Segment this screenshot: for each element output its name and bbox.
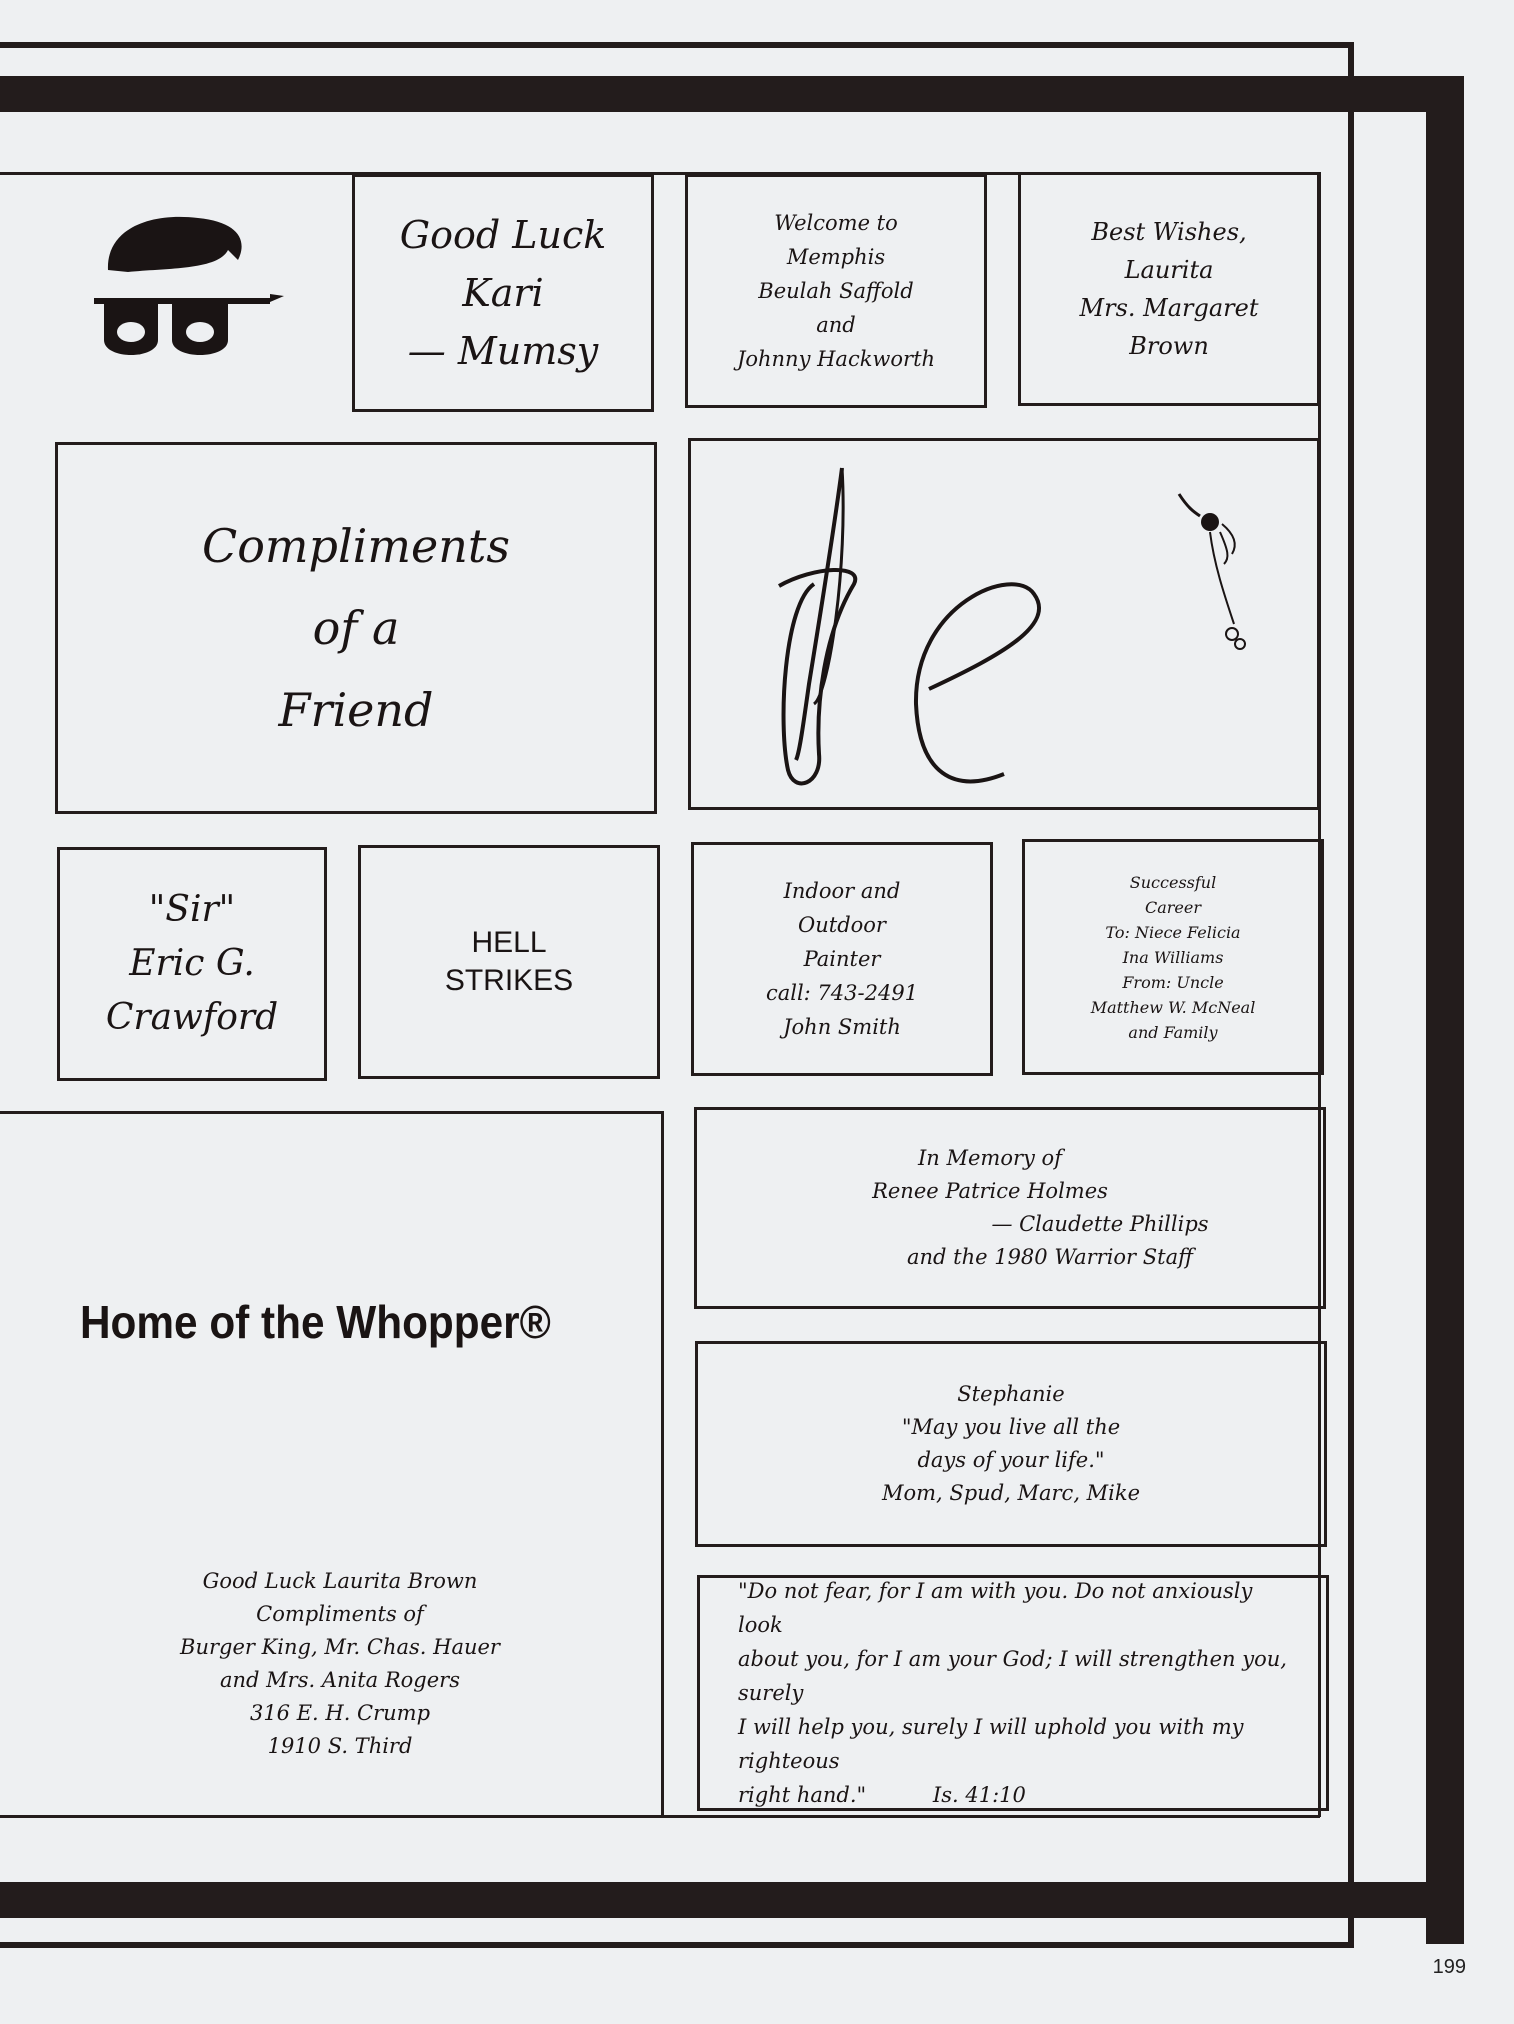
ad-line: and: [816, 313, 856, 337]
quote-line: right hand." Is. 41:10: [738, 1783, 1026, 1807]
ad-sir-eric-crawford: [57, 847, 327, 1081]
ad-line: John Smith: [783, 1015, 901, 1039]
ad-successful-career: [1022, 839, 1324, 1075]
ad-line: From: Uncle: [1122, 972, 1224, 992]
ad-line: and the 1980 Warrior Staff: [906, 1245, 1193, 1269]
ad-hell-strikes: [358, 845, 660, 1079]
ad-line: Best Wishes,: [1091, 218, 1247, 246]
ad-line: Eric G.: [129, 943, 255, 984]
ad-line: STRIKES: [444, 964, 574, 997]
ad-line: Painter: [803, 947, 881, 971]
ad-line: of a: [312, 601, 400, 655]
ad-line: Kari: [462, 271, 544, 315]
quote-line: I will help you, surely I will uphold you with my righteous: [738, 1715, 1244, 1773]
address-line: Compliments of: [256, 1602, 424, 1626]
ad-line: Friend: [278, 683, 434, 737]
burger-king-logo: [88, 210, 288, 370]
ad-line: HELL: [471, 926, 547, 959]
ad-line: Brown: [1129, 332, 1209, 360]
ad-line: call: 743-2491: [765, 981, 919, 1005]
grid-bottom-line: [0, 1815, 1320, 1818]
ad-line: Compliments: [202, 519, 510, 573]
ad-line: Outdoor: [798, 913, 886, 937]
ad-line: In Memory of: [918, 1146, 1062, 1170]
ad-stephanie: [695, 1341, 1327, 1547]
grid-divider-line: [0, 1111, 662, 1114]
ad-line: Successful: [1129, 872, 1217, 892]
ad-painter: [691, 842, 993, 1076]
ad-line: Renee Patrice Holmes: [872, 1179, 1108, 1203]
ad-line: and Family: [1128, 1022, 1218, 1042]
ad-line: Memphis: [786, 245, 886, 269]
grid-vertical-divider: [661, 1111, 664, 1817]
ad-be-signature: [688, 438, 1320, 810]
ad-line: "May you live all the: [901, 1415, 1121, 1439]
right-thin-rule: [1348, 42, 1354, 1942]
address-line: and Mrs. Anita Rogers: [219, 1668, 460, 1692]
address-line: 316 E. H. Crump: [249, 1701, 431, 1725]
quote-line: "Do not fear, for I am with you. Do not anxiously look: [738, 1579, 1253, 1637]
ad-scripture-quote: [697, 1575, 1329, 1811]
ad-compliments-friend: [55, 442, 657, 814]
ad-line: Welcome to: [774, 211, 898, 235]
page-number: 199: [1432, 1956, 1466, 1978]
whopper-slogan: Home of the Whopper®: [80, 1296, 551, 1348]
ad-line: — Mumsy: [407, 329, 599, 373]
quote-line: about you, for I am your God; I will strengthen you, surely: [738, 1647, 1287, 1705]
address-line: Good Luck Laurita Brown: [202, 1569, 478, 1593]
ad-line: Laurita: [1124, 256, 1214, 284]
ad-line: Indoor and: [783, 879, 901, 903]
top-thin-rule: [0, 42, 1352, 48]
address-line: 1910 S. Third: [267, 1734, 413, 1758]
ad-line: Beulah Saffold: [758, 279, 914, 303]
ad-welcome-memphis: [685, 174, 987, 408]
ad-good-luck-kari: [352, 174, 654, 412]
ad-line: Johnny Hackworth: [736, 347, 936, 371]
be-signature-drawing: [704, 454, 1304, 794]
ad-line: Matthew W. McNeal: [1090, 997, 1256, 1017]
ad-best-wishes: [1018, 172, 1320, 406]
ad-line: Ina Williams: [1122, 947, 1224, 967]
address-line: Burger King, Mr. Chas. Hauer: [180, 1635, 500, 1659]
ad-in-memory: [694, 1107, 1326, 1309]
ad-line: Good Luck: [399, 213, 607, 257]
ad-line: Stephanie: [957, 1382, 1065, 1406]
bottom-thin-rule: [0, 1942, 1354, 1948]
glasses-face-icon: [88, 210, 288, 370]
ad-line: Crawford: [105, 997, 279, 1038]
ad-line: To: Niece Felicia: [1105, 922, 1241, 942]
ad-line: Mom, Spud, Marc, Mike: [881, 1481, 1141, 1505]
ad-line: Mrs. Margaret: [1079, 294, 1259, 322]
ad-line: days of your life.": [917, 1448, 1105, 1472]
burger-king-address: [145, 1565, 535, 1763]
bottom-thick-rule: [0, 1882, 1464, 1918]
right-thick-rule: [1426, 76, 1464, 1944]
ad-line: "Sir": [148, 889, 236, 930]
ad-line: — Claudette Phillips: [991, 1212, 1209, 1236]
ad-line: Career: [1144, 897, 1201, 917]
top-thick-rule: [0, 76, 1464, 112]
